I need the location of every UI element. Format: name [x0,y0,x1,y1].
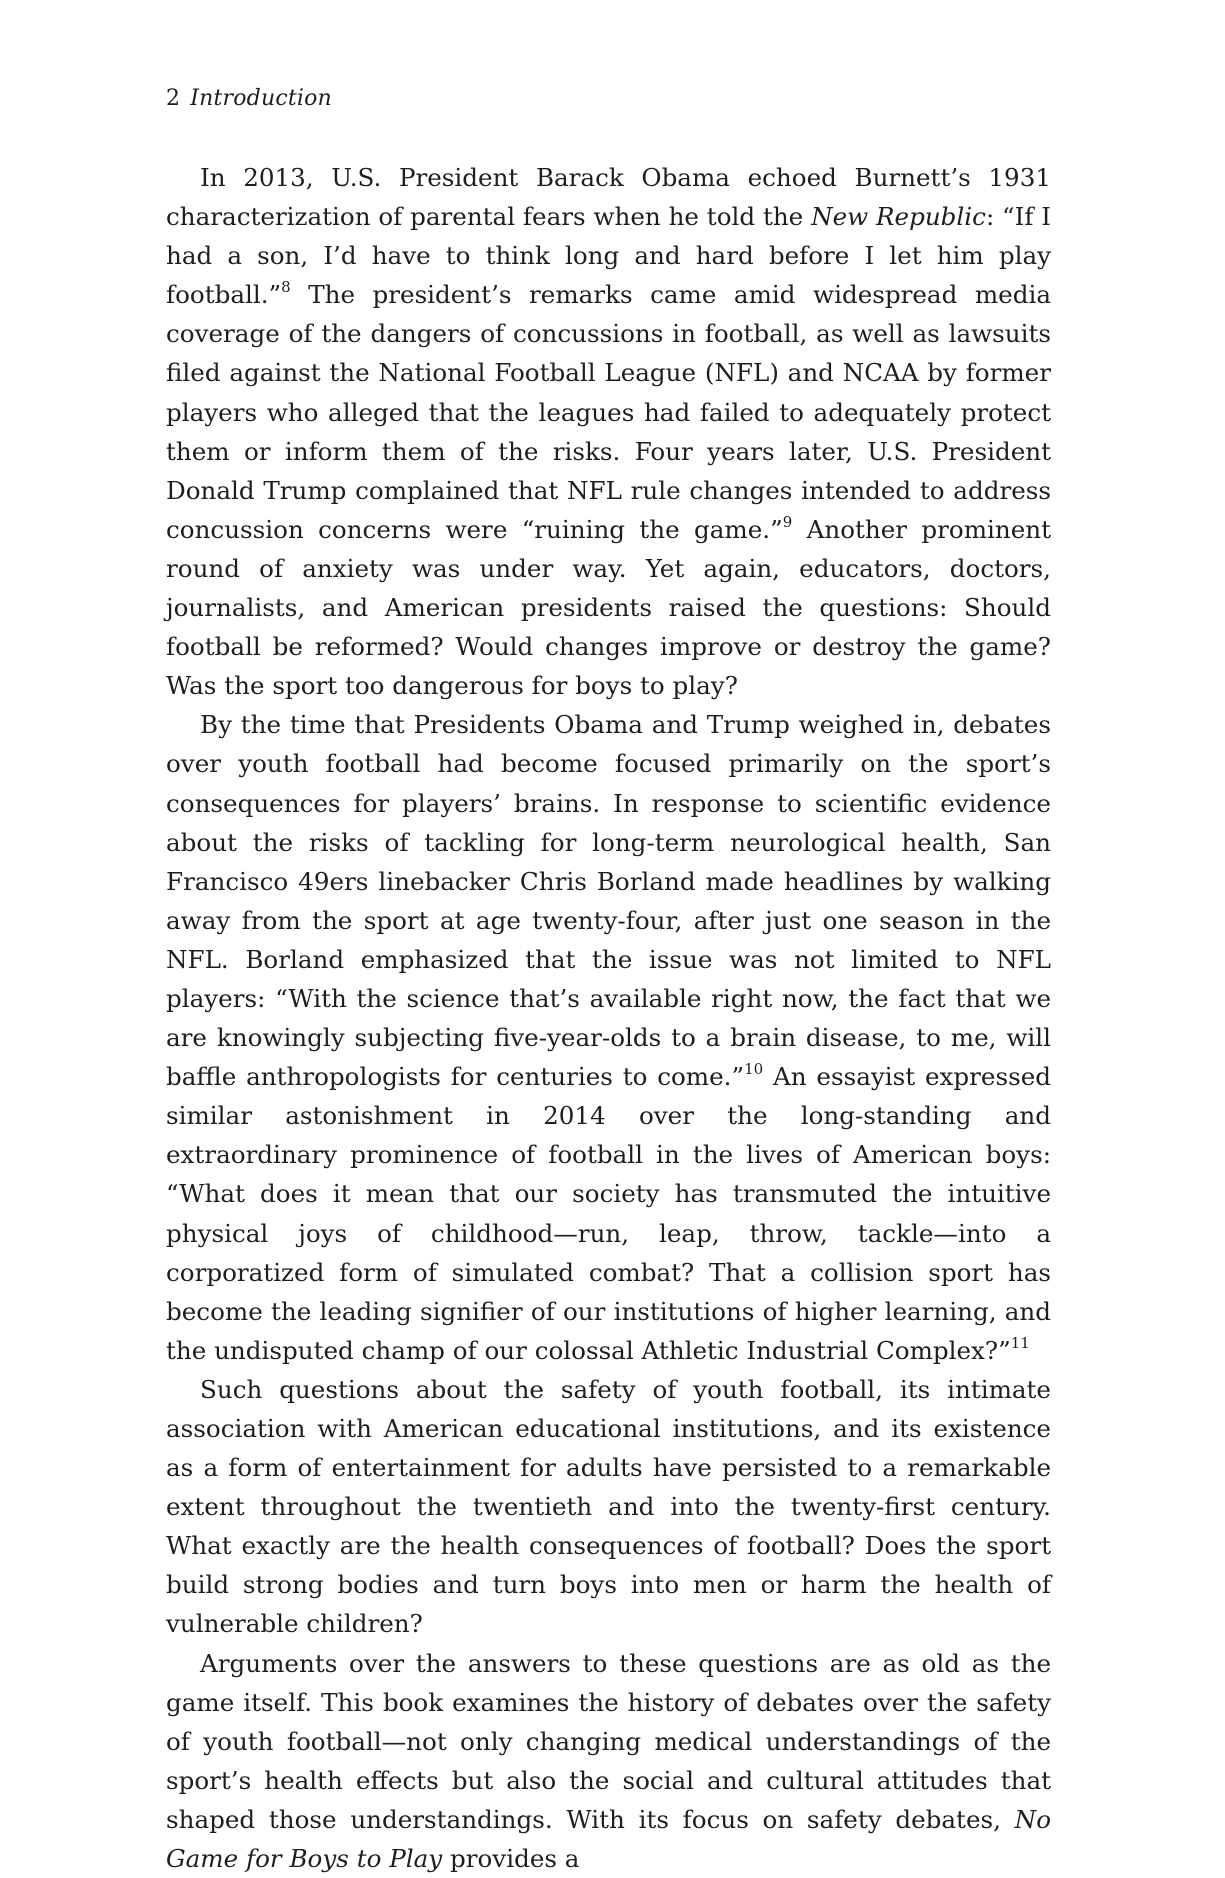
text-run: Arguments over the answers to these questions are as old as the game itself. This book examines the history of debates over the safety of youth football—not only changing medical understandings of the sport’s health effects but also the social and cultural attitudes that shaped those understandings. With its focus on safety debates, [166,1648,1051,1834]
italic-title: No Game for Boys to Play [166,1804,1051,1874]
text-run: Such questions about the safety of youth football, its intimate association with American educational institutions, and its existence as a form of entertainment for adults have persisted to a remarkable extent throughout the twentieth and into the twenty-first century. What exactly are the health consequences of football? Does the sport build strong bodies and turn boys into men or harm the health of vulnerable children? [166,1374,1051,1639]
running-head [166,84,332,114]
footnote-marker: 8 [281,278,291,297]
footnote-marker: 9 [782,512,793,531]
body-text [166,158,1051,1878]
text-run: By the time that Presidents Obama and Trump weighed in, debates over youth football had become focused primarily on the sport’s consequences for players’ brains. In response to scientific evidence about the risks of tackling for long-term neurological health, San Francisco 49ers linebacker Chris Borland made headlines by walking away from the sport at age twenty-four, after just one season in the NFL. Borland emphasized that the issue was not limited to NFL players: “With the science that’s available right now, the fact that we are knowingly subjecting five-year-olds to a brain disease, to me, will baffle anthropologists for centuries to come.” [166,710,1051,1092]
body-paragraph [166,1370,1051,1644]
text-run: The president’s remarks came amid widespread media coverage of the dangers of concussions in football, as well as lawsuits filed against the National Football League (NFL) and NCAA by former players who alleged that the leagues had failed to adequately protect them or inform them of the risks. Four years later, U.S. President Donald Trump complained that NFL rule changes intended to address concussion concerns were “ruining the game.” [166,280,1051,544]
body-paragraph [166,1644,1051,1878]
text-run: In 2013, U.S. President Barack Obama echoed Burnett’s 1931 characterization of parental fears when he told the [166,163,1051,232]
footnote-marker: 10 [744,1059,764,1078]
text-run: provides a [442,1844,580,1874]
body-paragraph [166,705,1051,1370]
footnote-marker: 11 [1010,1333,1030,1352]
italic-title: New Republic [811,202,986,232]
running-head-section-title: Introduction [190,86,332,111]
text-run: : “If I had a son, I’d have to think long and hard before I let him play football.” [166,202,1051,310]
page-number: 2 [166,86,181,111]
text-run: An essayist expressed similar astonishment in 2014 over the long-standing and extraordinary prominence of football in the lives of American boys: “What does it mean that our society has transmuted the intuitive physical joys of childhood—run, leap, throw, tackle—into a corporatized form of simulated combat? That a collision sport has become the leading signifier of our institutions of higher learning, and the undisputed champ of our colossal Athletic Industrial Complex?” [166,1062,1051,1365]
body-paragraph [166,158,1051,705]
text-run: Another prominent round of anxiety was under way. Yet again, educators, doctors, journalists, and American presidents raised the questions: Should football be reformed? Would changes improve or destroy the game? Was the sport too dangerous for boys to play? [166,514,1052,701]
